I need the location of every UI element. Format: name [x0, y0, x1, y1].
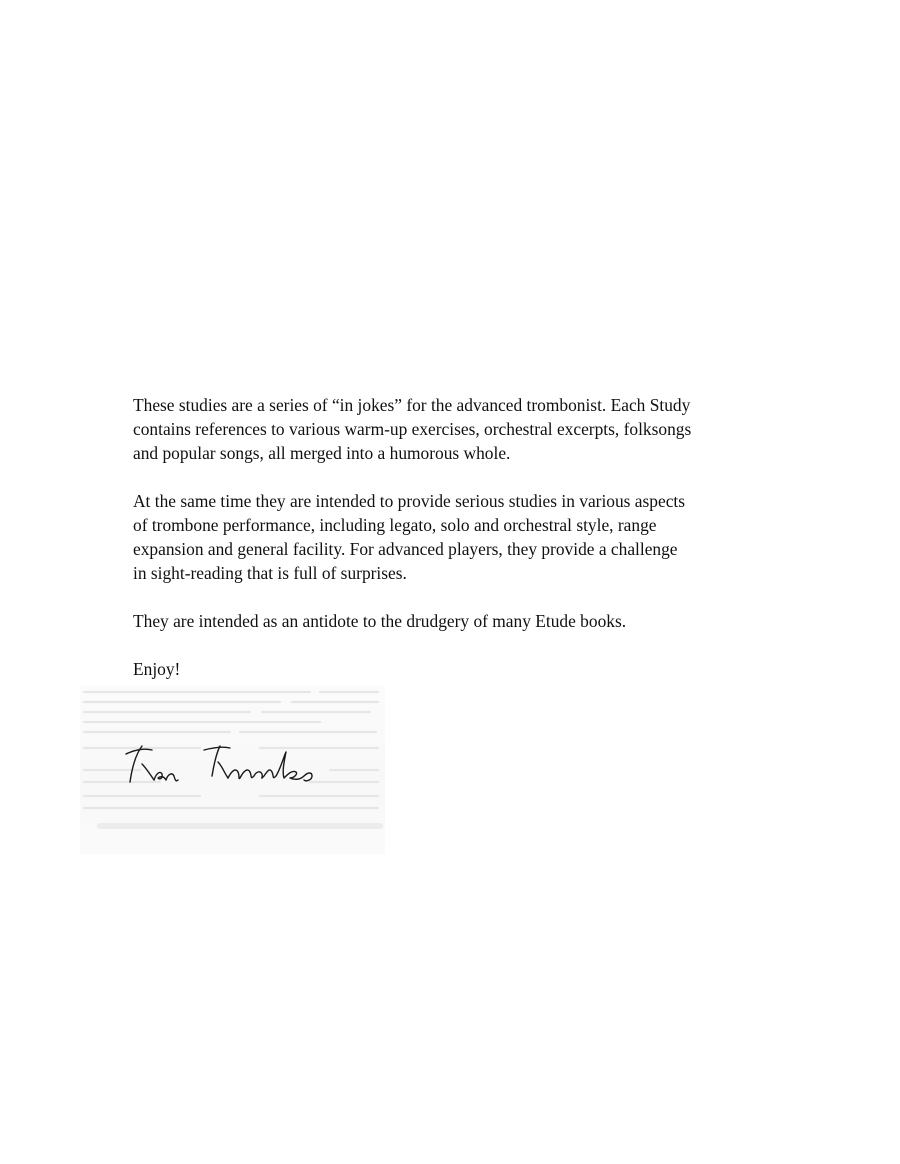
text-line: contains references to various warm-up exercises, orchestral excerpts, folksongs [133, 419, 692, 439]
text-line: These studies are a series of “in jokes” for the advanced trombonist. Each Study [133, 395, 691, 415]
text-line: and popular songs, all merged into a humorous whole. [133, 443, 511, 463]
signature-area [80, 686, 385, 854]
foreword-text [133, 393, 793, 681]
signature [120, 738, 380, 798]
closing-line [133, 657, 793, 681]
text-line: They are intended as an antidote to the drudgery of many Etude books. [133, 611, 627, 631]
paragraph-intro [133, 393, 793, 465]
text-line: At the same time they are intended to provide serious studies in various aspects [133, 491, 686, 511]
closing-text: Enjoy! [133, 659, 181, 679]
text-line: in sight-reading that is full of surprises. [133, 563, 407, 583]
paragraph-purpose [133, 489, 793, 585]
text-line: expansion and general facility. For advanced players, they provide a challenge [133, 539, 678, 559]
text-line: of trombone performance, including legato, solo and orchestral style, range [133, 515, 657, 535]
paragraph-antidote [133, 609, 793, 633]
